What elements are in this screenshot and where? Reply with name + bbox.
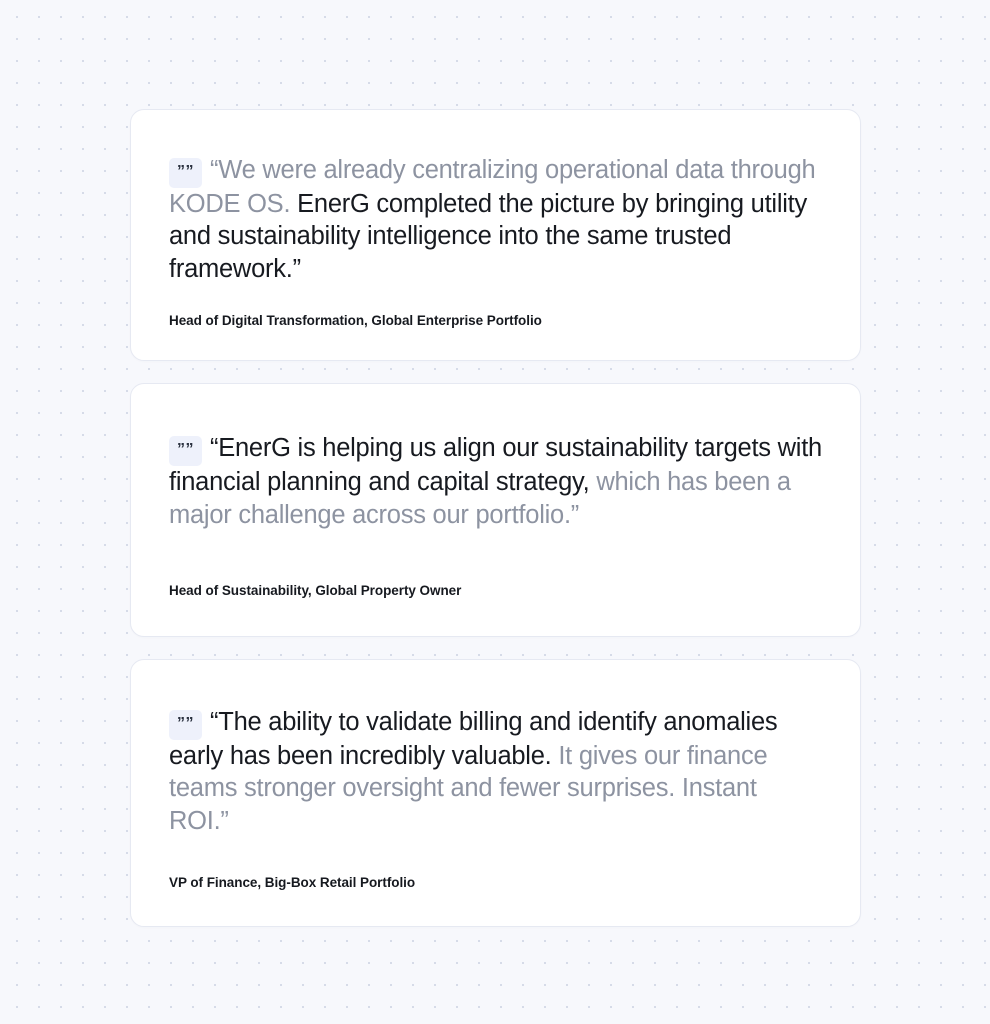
quote-segment-strong: EnerG completed the picture by bringing utility and sustainability intelligence into the same trusted framework.” bbox=[169, 190, 807, 283]
testimonial-attribution: VP of Finance, Big-Box Retail Portfolio bbox=[169, 875, 416, 890]
testimonial-quote bbox=[169, 432, 822, 531]
testimonial-card bbox=[130, 109, 861, 361]
testimonial-quote bbox=[169, 706, 822, 837]
testimonial-card-list bbox=[130, 109, 861, 927]
quote-segment-muted: which has been a major challenge across our portfolio.” bbox=[169, 468, 791, 529]
quote-marks-icon: ”” bbox=[169, 158, 202, 188]
testimonial-quote bbox=[169, 154, 822, 285]
testimonial-attribution: Head of Digital Transformation, Global Enterprise Portfolio bbox=[169, 313, 542, 329]
testimonial-card bbox=[130, 383, 861, 637]
testimonial-attribution: Head of Sustainability, Global Property Owner bbox=[169, 582, 462, 598]
testimonial-card bbox=[130, 659, 861, 927]
quote-segment-strong: “The ability to validate billing and identify anomalies early has been incredibly valuable. bbox=[169, 707, 778, 770]
quote-segment-muted: “We were already centralizing operational data through KODE OS. bbox=[169, 156, 816, 218]
quote-marks-icon: ”” bbox=[169, 710, 202, 740]
quote-marks-icon: ”” bbox=[169, 436, 202, 466]
quote-segment-muted: It gives our finance teams stronger oversight and fewer surprises. Instant ROI.” bbox=[169, 741, 768, 835]
quote-segment-strong: “EnerG is helping us align our sustainability targets with financial planning and capital strategy, bbox=[169, 434, 822, 497]
